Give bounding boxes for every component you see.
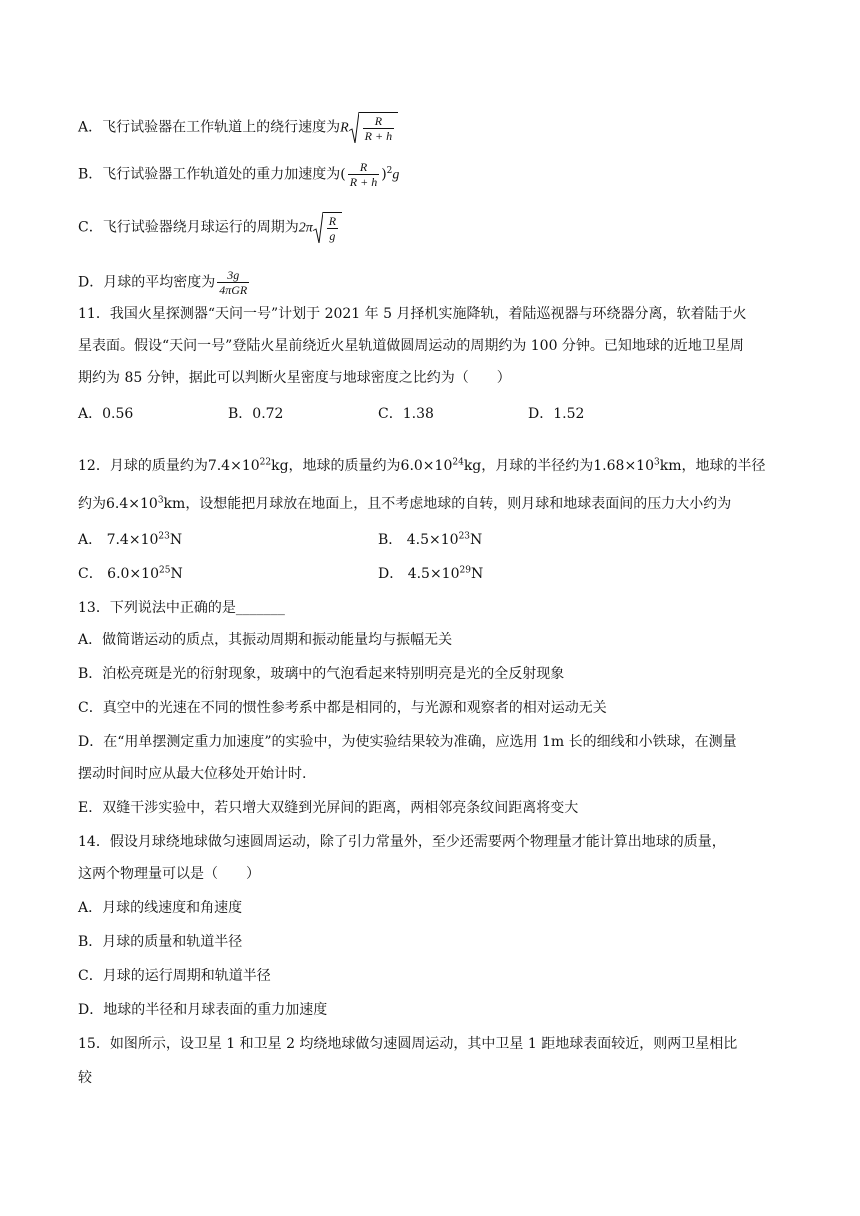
value: 1.68×10 — [593, 458, 654, 474]
value: 4.5×10 — [407, 566, 460, 582]
q13-option-d-line-1: D．在“用单摆测定重力加速度”的实验中，为使实验结果较为准确，应选用 1m 长的细线和小铁球，在测量 — [78, 734, 737, 750]
q12-line-1 — [78, 456, 765, 476]
math-var: R — [340, 120, 349, 136]
q14-option-d: D．地球的半径和月球表面的重力加速度 — [78, 1002, 328, 1018]
q13-option-c: C．真空中的光速在不同的惯性参考系中都是相同的，与光源和观察者的相对运动无关 — [78, 700, 607, 716]
q12-option-c — [78, 564, 183, 584]
option-text: C．飞行试验器绕月球运行的周期为 — [78, 219, 299, 236]
option-letter: D． — [378, 566, 404, 582]
exponent: 23 — [458, 531, 471, 542]
denominator: g — [329, 229, 336, 243]
q13-option-b: B．泊松亮斑是光的衍射现象，玻璃中的气泡看起来特别明亮是光的全反射现象 — [78, 666, 565, 682]
exponent: 22 — [259, 457, 272, 468]
unit: km — [163, 496, 186, 512]
option-letter: C． — [78, 566, 103, 582]
value: 4.5×10 — [406, 532, 459, 548]
q11-line-2: 星表面。假设“天问一号”登陆火星前绕近火星轨道做圆周运动的周期约为 100 分钟。已知地球的近地卫星周 — [78, 338, 744, 354]
denominator: R + h — [364, 129, 393, 143]
q13-option-d-line-2: 摆动时间时应从最大位移处开始计时. — [78, 766, 307, 782]
unit: kg — [271, 458, 289, 474]
q10-option-b: B．飞行试验器工作轨道处的重力加速度为( $\frac{R}{R + h}$ )$^2$g — [78, 160, 400, 189]
numerator: 3g — [217, 268, 249, 283]
q13-option-a: A．做简谐运动的质点，其振动周期和振动能量均与振幅无关 — [78, 632, 453, 648]
exponent: 24 — [452, 457, 464, 468]
numerator: R — [348, 160, 379, 175]
text: ，设想能把月球放在地面上，且不考虑地球的自转，则月球和地球表面间的压力大小约为 — [185, 496, 732, 512]
radical-sign — [349, 112, 359, 143]
fraction — [327, 214, 338, 243]
text: ，地球的质量约为 — [288, 458, 401, 474]
value: 6.0×10 — [107, 566, 159, 582]
unit: N — [470, 566, 484, 582]
q11-option-c: C．1.38 — [378, 406, 434, 422]
q14-option-c: C．月球的运行周期和轨道半径 — [78, 968, 271, 984]
paren: ( — [340, 166, 346, 183]
q11-option-a: A．0.56 — [78, 406, 134, 422]
numerator: R — [328, 214, 337, 228]
math-coef: 2π — [298, 220, 313, 236]
q10-option-a — [78, 112, 398, 143]
denominator: R + h — [349, 175, 378, 189]
value: 6.0×10 — [400, 458, 453, 474]
unit: N — [170, 566, 183, 582]
q12-option-a — [78, 530, 182, 550]
text: 约为 — [78, 496, 106, 512]
value: 7.4×10 — [207, 458, 260, 474]
fraction — [348, 160, 379, 189]
q14-line-1: 14．假设月球绕地球做匀速圆周运动，除了引力常量外，至少还需要两个物理量才能计算出地球的质量， — [78, 834, 726, 850]
unit: km — [659, 458, 682, 474]
q13-option-e: E．双缝干涉实验中，若只增大双缝到光屏间的距离，两相邻亮条纹间距离将变大 — [78, 800, 579, 816]
paren: ) — [381, 166, 387, 183]
unit: N — [470, 532, 483, 548]
q10-option-c — [78, 212, 342, 243]
value: 6.4×10 — [106, 496, 158, 512]
exponent: 3 — [157, 495, 164, 506]
q11-line-3: 期约为 85 分钟，据此可以判断火星密度与地球密度之比约为（ ） — [78, 370, 511, 386]
q14-option-a: A．月球的线速度和角速度 — [78, 900, 243, 916]
sqrt-expression — [349, 112, 398, 143]
option-text: D．月球的平均密度为 — [78, 274, 216, 291]
unit: kg — [463, 458, 482, 474]
text: ，地球的半径 — [681, 458, 766, 474]
exponent: 3 — [653, 457, 660, 468]
option-text: B．飞行试验器工作轨道处的重力加速度为 — [78, 166, 341, 183]
numerator: R — [363, 114, 394, 129]
text: 12．月球的质量约为 — [78, 458, 208, 474]
exponent: 25 — [158, 565, 171, 576]
exponent: 29 — [459, 565, 471, 576]
math-var: g — [392, 167, 400, 183]
option-letter: B． — [378, 532, 403, 548]
q11-option-b: B．0.72 — [228, 406, 284, 422]
unit: N — [169, 532, 183, 548]
text: ，月球的半径约为 — [481, 458, 594, 474]
exponent: 23 — [158, 531, 170, 542]
q14-option-b: B．月球的质量和轨道半径 — [78, 934, 243, 950]
q13-stem: 13．下列说法中正确的是_______ — [78, 600, 285, 616]
value: 7.4×10 — [106, 532, 159, 548]
denominator: 4πGR — [219, 283, 248, 297]
option-letter: A． — [78, 532, 103, 548]
q10-option-d — [78, 268, 251, 297]
q14-line-2: 这两个物理量可以是（ ） — [78, 866, 260, 882]
q12-line-2 — [78, 494, 731, 514]
sqrt-expression — [313, 212, 342, 243]
q12-option-b — [378, 530, 482, 550]
q15-line-1: 15．如图所示，设卫星 1 和卫星 2 均绕地球做匀速圆周运动，其中卫星 1 距地球表面较近，则两卫星相比 — [78, 1036, 738, 1052]
q11-option-d: D．1.52 — [528, 406, 585, 422]
q12-option-d — [378, 564, 483, 584]
fraction — [217, 268, 249, 297]
option-text: A．飞行试验器在工作轨道上的绕行速度为 — [78, 119, 341, 136]
fraction — [363, 114, 394, 143]
q11-line-1: 11．我国火星探测器“天问一号”计划于 2021 年 5 月择机实施降轨，着陆巡视器与环绕器分离，软着陆于火 — [78, 306, 747, 322]
radical-sign — [313, 212, 323, 243]
q15-line-2: 较 — [78, 1070, 92, 1086]
